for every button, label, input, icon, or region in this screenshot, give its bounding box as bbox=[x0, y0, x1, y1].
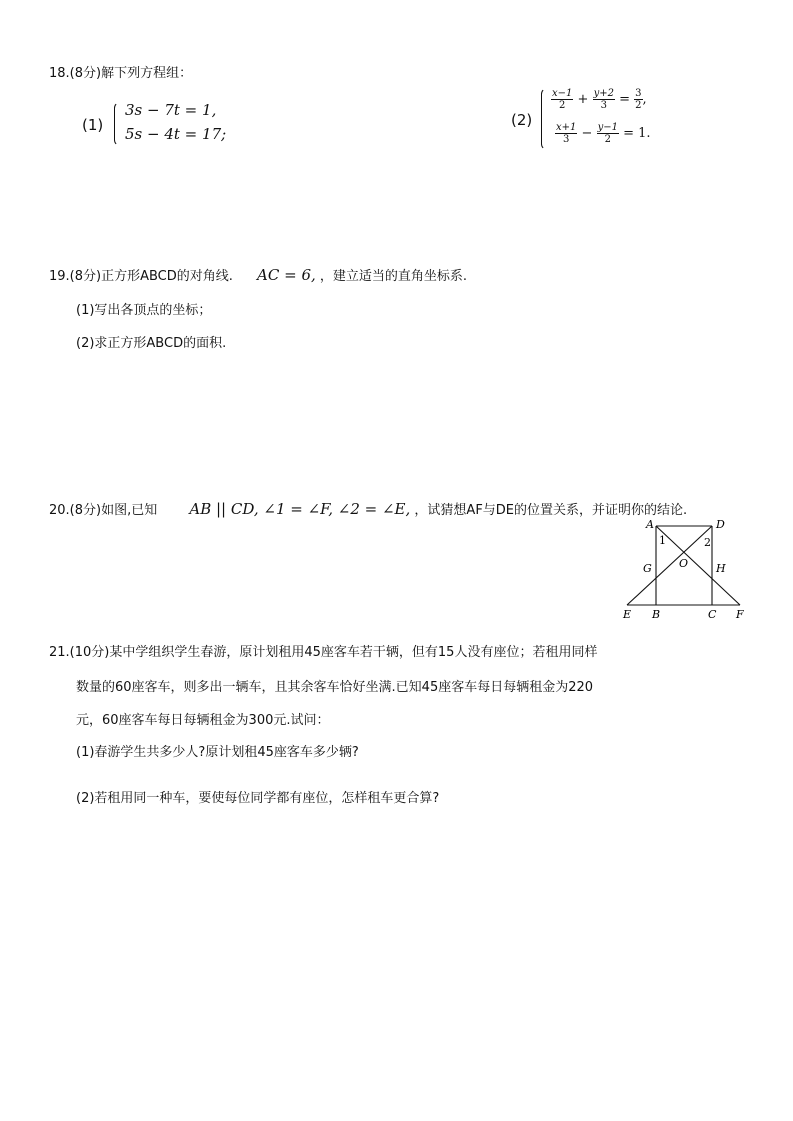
q19-sub2: (2)求正方形ABCD的面积. bbox=[76, 336, 227, 351]
q19-prefix: 19.(8分)正方形ABCD的对角线. bbox=[49, 269, 233, 284]
q19-suffix: ，建立适当的直角坐标系. bbox=[319, 269, 468, 284]
q19-math: AC = 6, bbox=[257, 266, 316, 284]
label-angle-2: 2 bbox=[704, 536, 711, 549]
q21-line1: 21.(10分)某中学组织学生春游，原计划租用45座客车若干辆，但有15人没有座位；若租用同样 bbox=[49, 645, 598, 660]
q20-prefix: 20.(8分)如图,已知 bbox=[49, 503, 158, 518]
q18-part2-equation2: $\frac{x+1}{3}$ − $\frac{y-1}{2}$ = 1. bbox=[556, 122, 651, 145]
label-f: F bbox=[736, 608, 744, 621]
label-angle-1: 1 bbox=[659, 534, 666, 547]
label-e: E bbox=[623, 608, 632, 621]
q20-text bbox=[49, 499, 687, 518]
q21-sub1: (1)春游学生共多少人?原计划租45座客车多少辆? bbox=[76, 745, 359, 760]
q19-sub1: (1)写出各顶点的坐标； bbox=[76, 303, 212, 318]
q20-math: AB || CD, ∠1 = ∠F, ∠2 = ∠E, bbox=[189, 500, 411, 518]
label-g: G bbox=[643, 562, 652, 575]
q20-suffix: ，试猜想AF与DE的位置关系，并证明你的结论. bbox=[414, 503, 688, 518]
q18-part2-brace bbox=[541, 88, 548, 150]
line-af bbox=[656, 526, 740, 605]
q18-part1-equation1: 3s − 7t = 1, bbox=[125, 101, 217, 119]
q18-title: 18.(8分)解下列方程组： bbox=[49, 66, 193, 81]
label-c: C bbox=[708, 608, 717, 621]
q18-part2-label: (2) bbox=[511, 111, 533, 129]
q18-part1-equation2: 5s − 4t = 17; bbox=[125, 125, 227, 143]
q18-part1-label: (1) bbox=[82, 116, 104, 134]
q18-part1-brace bbox=[114, 102, 121, 146]
label-d: D bbox=[716, 518, 725, 531]
q18-part2-equation1: $\frac{x-1}{2}$ + $\frac{y+2}{3}$ = $\frac{3}{2}$ , bbox=[552, 88, 647, 111]
q21-sub2: (2)若租用同一种车，要使每位同学都有座位，怎样租车更合算? bbox=[76, 791, 440, 806]
q19-text bbox=[49, 265, 467, 284]
label-a: A bbox=[646, 518, 654, 531]
label-h: H bbox=[716, 562, 726, 575]
line-de bbox=[627, 526, 712, 605]
q21-line2: 数量的60座客车，则多出一辆车，且其余客车恰好坐满.已知45座客车每日每辆租金为220 bbox=[76, 680, 594, 695]
label-o: O bbox=[679, 557, 689, 570]
label-b: B bbox=[652, 608, 661, 621]
q20-figure bbox=[615, 515, 750, 623]
q21-line3: 元，60座客车每日每辆租金为300元.试问： bbox=[76, 713, 330, 728]
